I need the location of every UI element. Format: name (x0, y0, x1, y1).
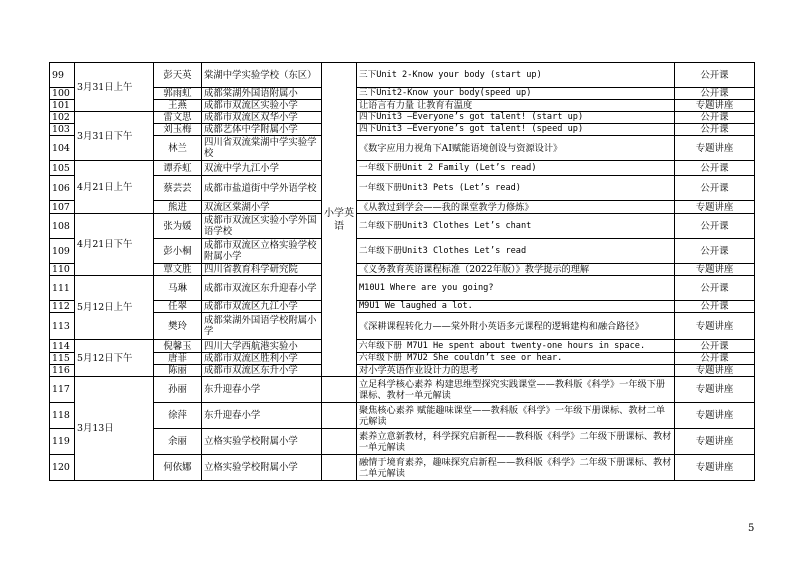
lesson-type: 公开课 (675, 176, 755, 201)
school-name: 成都市双流区东升小学 (202, 365, 322, 377)
row-number: 112 (50, 301, 75, 313)
table-row (50, 365, 755, 377)
table-row (50, 239, 755, 264)
row-number: 106 (50, 176, 75, 201)
teacher-name: 唐菲 (154, 353, 202, 365)
teacher-name: 倪馨玉 (154, 340, 202, 353)
table-body (50, 63, 755, 481)
teacher-name: 熊进 (154, 201, 202, 214)
row-number: 101 (50, 100, 75, 112)
course-title: 四下Unit3 —Everyone’s got talent! (speed up) (357, 124, 675, 136)
date-cell: 3月31日上午 (75, 63, 154, 112)
lesson-type: 专题讲座 (675, 403, 755, 429)
teacher-name: 何依娜 (154, 455, 202, 481)
school-name: 东升迎春小学 (202, 377, 322, 403)
school-name: 成都市双流区九江小学 (202, 301, 322, 313)
teacher-name: 张为媛 (154, 214, 202, 239)
subject-cell-empty (322, 429, 357, 455)
course-title: 四下Unit3 —Everyone’s got talent! (start up) (357, 112, 675, 124)
lesson-type: 公开课 (675, 112, 755, 124)
row-number: 118 (50, 403, 75, 429)
row-number: 113 (50, 313, 75, 340)
row-number: 120 (50, 455, 75, 481)
school-name: 东升迎春小学 (202, 403, 322, 429)
school-name: 成都艺体中学附属小学 (202, 124, 322, 136)
teacher-name: 林兰 (154, 136, 202, 161)
table-row (50, 301, 755, 313)
school-name: 成都市双流区实验小学 (202, 100, 322, 112)
lesson-type: 公开课 (675, 301, 755, 313)
school-name: 成都市双流区东升迎春小学 (202, 276, 322, 301)
course-title: M9U1 We laughed a lot. (357, 301, 675, 313)
course-title: 三下Unit 2-Know your body (start up) (357, 63, 675, 88)
teacher-name: 谭乔虹 (154, 161, 202, 176)
table-row (50, 377, 755, 403)
course-title: 《义务教育英语课程标准（2022年版）》教学提示的理解 (357, 264, 675, 276)
school-name: 成都市双流区胜利小学 (202, 353, 322, 365)
lesson-type: 专题讲座 (675, 377, 755, 403)
school-name: 立格实验学校附属小学 (202, 455, 322, 481)
table-row (50, 403, 755, 429)
course-title: 《数字应用力视角下AI赋能语境创设与资源设计》 (357, 136, 675, 161)
table-row (50, 161, 755, 176)
teacher-name: 孙丽 (154, 377, 202, 403)
row-number: 99 (50, 63, 75, 88)
course-title: 让语言有力量 让教育有温度 (357, 100, 675, 112)
table-row (50, 313, 755, 340)
row-number: 111 (50, 276, 75, 301)
teacher-name: 彭小桐 (154, 239, 202, 264)
lesson-type: 专题讲座 (675, 100, 755, 112)
lesson-type: 专题讲座 (675, 429, 755, 455)
table-row (50, 340, 755, 353)
table-row (50, 353, 755, 365)
row-number: 109 (50, 239, 75, 264)
teacher-name: 徐萍 (154, 403, 202, 429)
school-name: 成都市盐道街中学外语学校 (202, 176, 322, 201)
teacher-name: 樊玲 (154, 313, 202, 340)
table-row (50, 63, 755, 88)
teacher-name: 彭天英 (154, 63, 202, 88)
lesson-type: 专题讲座 (675, 313, 755, 340)
lesson-type: 专题讲座 (675, 201, 755, 214)
course-title: 素养立意新教材，科学探究启新程——教科版《科学》二年级下册课标、教材一单元解读 (357, 429, 675, 455)
teacher-name: 马琳 (154, 276, 202, 301)
school-name: 四川省教育科学研究院 (202, 264, 322, 276)
row-number: 115 (50, 353, 75, 365)
table-row (50, 276, 755, 301)
lesson-type: 公开课 (675, 88, 755, 100)
teacher-name: 王燕 (154, 100, 202, 112)
table-row (50, 136, 755, 161)
date-cell: 4月21日下午 (75, 214, 154, 276)
row-number: 117 (50, 377, 75, 403)
lesson-type: 公开课 (675, 214, 755, 239)
row-number: 108 (50, 214, 75, 239)
course-title: 一年级下册Unit3 Pets (Let’s read) (357, 176, 675, 201)
date-cell: 4月21日上午 (75, 161, 154, 214)
teacher-name: 蔡芸芸 (154, 176, 202, 201)
row-number: 114 (50, 340, 75, 353)
row-number: 105 (50, 161, 75, 176)
school-name: 四川大学西航港实验小 (202, 340, 322, 353)
teacher-name: 刘玉梅 (154, 124, 202, 136)
school-name: 双流中学九江小学 (202, 161, 322, 176)
course-title: 二年级下册Unit3 Clothes Let’s chant (357, 214, 675, 239)
table-row (50, 214, 755, 239)
subject-cell-empty (322, 403, 357, 429)
school-name: 成都棠湖外国语学校附属小学 (202, 313, 322, 340)
teacher-name: 任翠 (154, 301, 202, 313)
lesson-type: 公开课 (675, 340, 755, 353)
course-title: 《从教过到学会——我的课堂教学力修炼》 (357, 201, 675, 214)
lesson-type: 公开课 (675, 63, 755, 88)
date-cell: 3月13日 (75, 377, 154, 481)
school-name: 棠湖中学实验学校（东区） (202, 63, 322, 88)
teacher-name: 雷文思 (154, 112, 202, 124)
row-number: 119 (50, 429, 75, 455)
lesson-type: 专题讲座 (675, 365, 755, 377)
school-name: 成都棠湖外国语附属小 (202, 88, 322, 100)
subject-cell: 小学英语 (322, 63, 357, 377)
row-number: 100 (50, 88, 75, 100)
course-title: M10U1 Where are you going? (357, 276, 675, 301)
school-name: 双流区棠湖小学 (202, 201, 322, 214)
row-number: 107 (50, 201, 75, 214)
course-title: 对小学英语作业设计力的思考 (357, 365, 675, 377)
course-title: 六年级下册 M7U1 He spent about twenty-one hours in space. (357, 340, 675, 353)
teacher-name: 郭雨虹 (154, 88, 202, 100)
school-name: 成都市双流区立格实验学校附属小学 (202, 239, 322, 264)
row-number: 102 (50, 112, 75, 124)
lesson-type: 专题讲座 (675, 136, 755, 161)
teacher-name: 陈丽 (154, 365, 202, 377)
course-title: 六年级下册 M7U2 She couldn’t see or hear. (357, 353, 675, 365)
schedule-table (49, 62, 755, 481)
row-number: 110 (50, 264, 75, 276)
school-name: 成都市双流区实验小学外国语学校 (202, 214, 322, 239)
row-number: 104 (50, 136, 75, 161)
school-name: 四川省双流棠湖中学实验学校 (202, 136, 322, 161)
course-title: 一年级下册Unit 2 Family (Let’s read) (357, 161, 675, 176)
course-title: 聚焦核心素养 赋能趣味课堂——教科版《科学》一年级下册课标、教材二单元解读 (357, 403, 675, 429)
table-row (50, 112, 755, 124)
table-row (50, 100, 755, 112)
lesson-type: 专题讲座 (675, 264, 755, 276)
lesson-type: 专题讲座 (675, 455, 755, 481)
lesson-type: 公开课 (675, 239, 755, 264)
table-row (50, 124, 755, 136)
table-row (50, 88, 755, 100)
subject-cell-empty (322, 455, 357, 481)
lesson-type: 公开课 (675, 161, 755, 176)
table-row (50, 176, 755, 201)
row-number: 103 (50, 124, 75, 136)
date-cell: 3月31日下午 (75, 112, 154, 161)
table-row (50, 429, 755, 455)
date-cell: 5月12日上午 (75, 276, 154, 340)
subject-cell-empty (322, 377, 357, 403)
table-row (50, 455, 755, 481)
table-row (50, 201, 755, 214)
course-title: 《深耕课程转化力——棠外附小英语多元课程的逻辑建构和融合路径》 (357, 313, 675, 340)
row-number: 116 (50, 365, 75, 377)
course-title: 立足科学核心素养 构建思维型探究实践课堂——教科版《科学》一年级下册课标、教材一单元解读 (357, 377, 675, 403)
school-name: 立格实验学校附属小学 (202, 429, 322, 455)
table-row (50, 264, 755, 276)
date-cell: 5月12日下午 (75, 340, 154, 377)
course-title: 融情于境育素养，趣味探究启新程——教科版《科学》二年级下册课标、教材二单元解读 (357, 455, 675, 481)
school-name: 成都市双流区双华小学 (202, 112, 322, 124)
lesson-type: 公开课 (675, 124, 755, 136)
course-title: 三下Unit2-Know your body(speed up) (357, 88, 675, 100)
teacher-name: 覃文胜 (154, 264, 202, 276)
course-title: 二年级下册Unit3 Clothes Let’s read (357, 239, 675, 264)
page-number: 5 (748, 523, 755, 534)
teacher-name: 余丽 (154, 429, 202, 455)
lesson-type: 公开课 (675, 353, 755, 365)
lesson-type: 公开课 (675, 276, 755, 301)
